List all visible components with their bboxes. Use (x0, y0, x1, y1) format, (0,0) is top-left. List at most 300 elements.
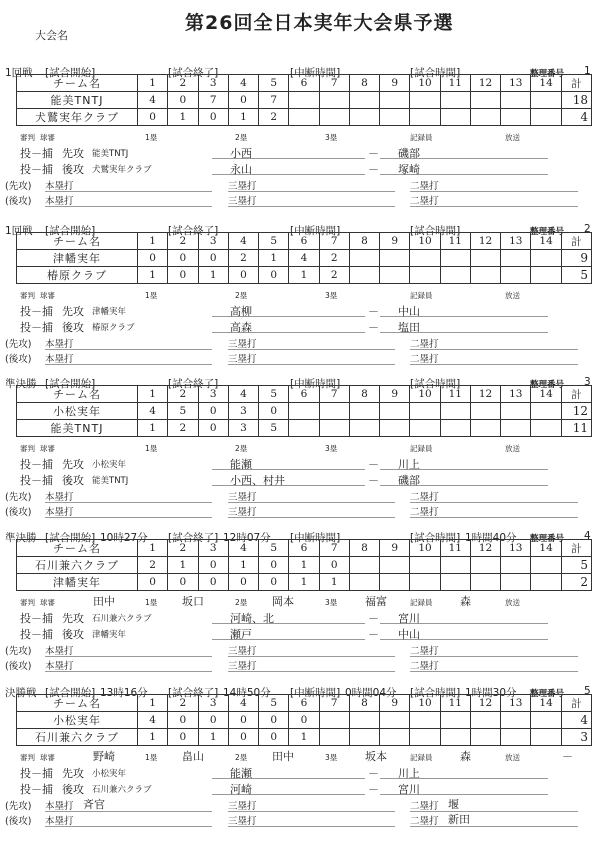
team-name-header: チーム名 (17, 386, 138, 403)
inning-header: 2 (168, 233, 198, 250)
second-umpire: 田中 (272, 750, 294, 763)
inning-score: 0 (198, 712, 228, 729)
dash: － (368, 783, 379, 796)
inning-header: 12 (470, 75, 500, 92)
inning-score: 2 (259, 109, 289, 126)
inning-score (470, 420, 500, 437)
inning-score (501, 250, 531, 267)
broadcast-label: 放送 (505, 291, 520, 300)
inning-score (531, 92, 561, 109)
end-label: [試合終了] (168, 687, 219, 699)
inning-header: 6 (289, 540, 319, 557)
pitcher-name: 能瀬 (212, 456, 365, 470)
battery-team: 能美TNTJ (92, 149, 129, 159)
game-section (0, 685, 600, 835)
inning-score: 4 (138, 92, 168, 109)
inning-header: 11 (440, 75, 470, 92)
umpire-label: 審判 (20, 598, 35, 607)
double-label: 二塁打 (410, 507, 439, 518)
inning-score: 1 (228, 557, 258, 574)
interrupt-label: [中断時間] (290, 532, 341, 544)
catcher-name: 磯部 (380, 472, 548, 486)
inning-header: 8 (349, 540, 379, 557)
total-score: 5 (561, 267, 591, 284)
catcher-name: 中山 (380, 303, 548, 317)
battery-label: 投－捕 (20, 474, 53, 487)
total-score: 3 (561, 729, 591, 746)
inning-header: 10 (410, 540, 440, 557)
plate-umpire: 田中 (93, 595, 115, 608)
inning-score: 0 (259, 557, 289, 574)
catcher-name: 塩田 (380, 319, 548, 333)
start-label: [試合開始] (45, 225, 96, 237)
inning-score: 0 (228, 712, 258, 729)
side-paren-label: (先攻) (5, 646, 32, 657)
team-row (17, 109, 592, 126)
inning-score: 1 (168, 109, 198, 126)
duration-label: [試合時間] (410, 532, 461, 544)
inning-score (380, 403, 410, 420)
home-run-label: 本塁打 (45, 339, 74, 350)
inning-score: 4 (138, 712, 168, 729)
inning-header: 11 (440, 386, 470, 403)
serial-label: 整理番号 (530, 227, 565, 237)
inning-score (470, 712, 500, 729)
total-header: 計 (561, 695, 591, 712)
inning-score (501, 92, 531, 109)
end-time: 12時07分 (223, 532, 271, 544)
inning-score (501, 420, 531, 437)
game-section (0, 530, 600, 680)
game-section (0, 376, 600, 526)
dash: － (368, 458, 379, 471)
inning-header: 1 (138, 233, 168, 250)
double-players: 新田 (448, 813, 470, 826)
team-row (17, 92, 592, 109)
inning-score (410, 712, 440, 729)
inning-score (501, 712, 531, 729)
inning-header: 12 (470, 540, 500, 557)
inning-score: 0 (168, 92, 198, 109)
inning-score (440, 403, 470, 420)
team-name: 能美TNTJ (17, 420, 138, 437)
battery-team: 石川兼六クラブ (92, 614, 152, 624)
inning-score (380, 420, 410, 437)
inning-score (531, 574, 561, 591)
inning-score: 5 (168, 403, 198, 420)
catcher-name: 塚崎 (380, 161, 548, 175)
team-row (17, 250, 592, 267)
inning-score (440, 574, 470, 591)
start-time: 13時16分 (100, 687, 148, 699)
inning-header: 13 (501, 386, 531, 403)
inning-header: 2 (168, 540, 198, 557)
inning-score: 3 (228, 403, 258, 420)
team-name: 犬鷲実年クラブ (17, 109, 138, 126)
team-row (17, 712, 592, 729)
duration-label: [試合時間] (410, 687, 461, 699)
third-label: 3塁 (325, 753, 338, 762)
inning-score: 2 (228, 250, 258, 267)
inning-score (440, 267, 470, 284)
score-table (16, 539, 592, 591)
inning-score: 1 (259, 250, 289, 267)
inning-score (349, 109, 379, 126)
dash: － (368, 305, 379, 318)
inning-score (501, 109, 531, 126)
inning-score (410, 267, 440, 284)
total-header: 計 (561, 75, 591, 92)
inning-score: 0 (138, 574, 168, 591)
double-players: 堰 (448, 798, 459, 811)
catcher-name: 宮川 (380, 781, 548, 795)
inning-score (410, 92, 440, 109)
inning-score: 4 (138, 403, 168, 420)
battery-label: 投－捕 (20, 163, 53, 176)
inning-score: 1 (228, 109, 258, 126)
first-label: 1塁 (145, 133, 158, 142)
inning-score (319, 403, 349, 420)
inning-header: 1 (138, 695, 168, 712)
triple-label: 三塁打 (228, 816, 257, 827)
inning-header: 7 (319, 75, 349, 92)
side-paren-label: (後攻) (5, 507, 32, 518)
recorder-label: 記録員 (410, 753, 433, 762)
inning-header: 3 (198, 75, 228, 92)
inning-header: 8 (349, 695, 379, 712)
inning-header: 6 (289, 695, 319, 712)
double-label: 二塁打 (410, 661, 439, 672)
inning-header: 13 (501, 540, 531, 557)
inning-header: 3 (198, 695, 228, 712)
team-name: 石川兼六クラブ (17, 729, 138, 746)
inning-score (319, 420, 349, 437)
inning-score (440, 109, 470, 126)
inning-score: 7 (198, 92, 228, 109)
battery-team: 石川兼六クラブ (92, 785, 152, 795)
inning-score: 4 (289, 250, 319, 267)
team-row (17, 420, 592, 437)
inning-score: 1 (168, 557, 198, 574)
inning-score (531, 729, 561, 746)
inning-header: 9 (380, 233, 410, 250)
inning-score (531, 712, 561, 729)
inning-score (380, 92, 410, 109)
inning-score: 0 (228, 267, 258, 284)
score-header-row (17, 233, 592, 250)
total-score: 12 (561, 403, 591, 420)
end-time: 14時50分 (223, 687, 271, 699)
serial-label: 整理番号 (530, 69, 565, 79)
team-row (17, 574, 592, 591)
inning-score (470, 109, 500, 126)
inning-score (501, 729, 531, 746)
inning-header: 10 (410, 386, 440, 403)
team-name-header: チーム名 (17, 540, 138, 557)
broadcast-name: － (562, 750, 573, 763)
inning-score: 0 (168, 267, 198, 284)
pitcher-name: 高柳 (212, 303, 365, 317)
triple-label: 三塁打 (228, 646, 257, 657)
inning-score (470, 92, 500, 109)
inning-score (349, 403, 379, 420)
inning-header: 1 (138, 386, 168, 403)
inning-header: 12 (470, 386, 500, 403)
battery-label: 投－捕 (20, 305, 53, 318)
inning-score: 0 (168, 250, 198, 267)
inning-score (380, 557, 410, 574)
side-label: 先攻 (62, 305, 84, 318)
recorder-name: 森 (460, 750, 471, 763)
catcher-name: 磯部 (380, 145, 548, 159)
inning-score: 0 (198, 557, 228, 574)
inning-score: 0 (259, 267, 289, 284)
inning-score: 0 (168, 729, 198, 746)
inning-score: 1 (138, 729, 168, 746)
triple-label: 三塁打 (228, 181, 257, 192)
double-label: 二塁打 (410, 492, 439, 503)
inning-score: 0 (168, 712, 198, 729)
inning-score: 0 (138, 250, 168, 267)
inning-header: 5 (259, 695, 289, 712)
total-score: 5 (561, 557, 591, 574)
inning-score (349, 729, 379, 746)
dash: － (368, 474, 379, 487)
interrupt-label: [中断時間] (290, 687, 341, 699)
inning-score (440, 250, 470, 267)
side-label: 後攻 (62, 474, 84, 487)
home-run-label: 本塁打 (45, 661, 74, 672)
inning-header: 6 (289, 233, 319, 250)
inning-score: 0 (259, 729, 289, 746)
double-label: 二塁打 (410, 196, 439, 207)
inning-header: 4 (228, 386, 258, 403)
score-header-row (17, 540, 592, 557)
third-umpire: 坂本 (365, 750, 387, 763)
inning-score: 1 (138, 267, 168, 284)
side-label: 後攻 (62, 321, 84, 334)
inning-header: 9 (380, 540, 410, 557)
inning-header: 4 (228, 75, 258, 92)
inning-score (349, 712, 379, 729)
duration-label: [試合時間] (410, 378, 461, 390)
inning-score: 0 (198, 574, 228, 591)
double-label: 二塁打 (410, 816, 439, 827)
inning-score (410, 403, 440, 420)
inning-header: 11 (440, 540, 470, 557)
inning-header: 11 (440, 695, 470, 712)
serial-number: 4 (584, 530, 591, 542)
side-paren-label: (先攻) (5, 801, 32, 812)
dash: － (368, 612, 379, 625)
inning-header: 9 (380, 386, 410, 403)
inning-header: 2 (168, 75, 198, 92)
third-label: 3塁 (325, 444, 338, 453)
broadcast-label: 放送 (505, 598, 520, 607)
interrupt-label: [中断時間] (290, 225, 341, 237)
third-label: 3塁 (325, 133, 338, 142)
dash: － (368, 767, 379, 780)
side-paren-label: (後攻) (5, 196, 32, 207)
inning-score (410, 420, 440, 437)
broadcast-label: 放送 (505, 133, 520, 142)
umpire-label: 審判 (20, 444, 35, 453)
team-name: 小松実年 (17, 403, 138, 420)
inning-header: 11 (440, 233, 470, 250)
round: 準決勝 (5, 532, 37, 544)
side-paren-label: (後攻) (5, 816, 32, 827)
triple-label: 三塁打 (228, 492, 257, 503)
dash: － (368, 321, 379, 334)
third-label: 3塁 (325, 291, 338, 300)
inning-score (440, 557, 470, 574)
inning-score (410, 729, 440, 746)
pitcher-name: 高森 (212, 319, 365, 333)
team-name: 椿原クラブ (17, 267, 138, 284)
inning-header: 12 (470, 695, 500, 712)
inning-score (470, 250, 500, 267)
battery-label: 投－捕 (20, 783, 53, 796)
triple-label: 三塁打 (228, 801, 257, 812)
home-run-label: 本塁打 (45, 196, 74, 207)
inning-header: 4 (228, 540, 258, 557)
side-label: 先攻 (62, 612, 84, 625)
inning-score (349, 557, 379, 574)
battery-label: 投－捕 (20, 321, 53, 334)
recorder-label: 記録員 (410, 291, 433, 300)
inning-score (440, 729, 470, 746)
game-section (0, 65, 600, 215)
interrupt-label: [中断時間] (290, 67, 341, 79)
second-label: 2塁 (235, 598, 248, 607)
total-header: 計 (561, 386, 591, 403)
end-label: [試合終了] (168, 532, 219, 544)
recorder-name: 森 (460, 595, 471, 608)
side-label: 後攻 (62, 783, 84, 796)
side-label: 先攻 (62, 458, 84, 471)
inning-header: 10 (410, 695, 440, 712)
third-umpire: 福富 (365, 595, 387, 608)
home-run-label: 本塁打 (45, 354, 74, 365)
inning-header: 14 (531, 695, 561, 712)
plate-label: 球審 (40, 133, 55, 142)
inning-score: 0 (138, 109, 168, 126)
inning-header: 3 (198, 386, 228, 403)
inning-score: 1 (289, 557, 319, 574)
umpire-label: 審判 (20, 133, 35, 142)
inning-score: 0 (198, 420, 228, 437)
total-header: 計 (561, 233, 591, 250)
home-run-label: 本塁打 (45, 816, 74, 827)
inning-header: 1 (138, 75, 168, 92)
inning-header: 9 (380, 695, 410, 712)
side-paren-label: (後攻) (5, 354, 32, 365)
inning-score (380, 109, 410, 126)
inning-score (531, 267, 561, 284)
inning-score (319, 729, 349, 746)
dash: － (368, 163, 379, 176)
inning-header: 8 (349, 386, 379, 403)
inning-score (410, 250, 440, 267)
inning-score (349, 574, 379, 591)
first-label: 1塁 (145, 291, 158, 300)
inning-score (289, 109, 319, 126)
inning-score: 2 (319, 250, 349, 267)
first-umpire: 畠山 (182, 750, 204, 763)
battery-team: 椿原クラブ (92, 323, 135, 333)
total-score: 4 (561, 712, 591, 729)
round: 準決勝 (5, 378, 37, 390)
inning-header: 7 (319, 233, 349, 250)
inning-header: 2 (168, 386, 198, 403)
interrupt-label: [中断時間] (290, 378, 341, 390)
pitcher-name: 能瀬 (212, 765, 365, 779)
page-title: 第26回全日本実年大会県予選 (185, 12, 454, 34)
inning-score: 0 (198, 109, 228, 126)
inning-header: 7 (319, 386, 349, 403)
inning-score (440, 92, 470, 109)
total-score: 9 (561, 250, 591, 267)
score-table (16, 385, 592, 437)
inning-score (319, 109, 349, 126)
inning-header: 13 (501, 233, 531, 250)
inning-score (289, 420, 319, 437)
inning-score (380, 267, 410, 284)
umpire-label: 審判 (20, 291, 35, 300)
double-label: 二塁打 (410, 801, 439, 812)
inning-score (380, 729, 410, 746)
first-label: 1塁 (145, 753, 158, 762)
team-name: 石川兼六クラブ (17, 557, 138, 574)
second-label: 2塁 (235, 753, 248, 762)
start-label: [試合開始] (45, 378, 96, 390)
inning-score: 0 (198, 403, 228, 420)
inning-score: 0 (198, 250, 228, 267)
team-name: 能美TNTJ (17, 92, 138, 109)
inning-score: 1 (198, 267, 228, 284)
team-name-header: チーム名 (17, 695, 138, 712)
inning-header: 5 (259, 386, 289, 403)
inning-score (440, 420, 470, 437)
score-header-row (17, 386, 592, 403)
inning-header: 12 (470, 233, 500, 250)
inning-score: 1 (319, 574, 349, 591)
inning-score: 0 (168, 574, 198, 591)
inning-score (501, 557, 531, 574)
inning-score (470, 557, 500, 574)
inning-score (289, 403, 319, 420)
end-label: [試合終了] (168, 67, 219, 79)
inning-score (410, 109, 440, 126)
inning-header: 2 (168, 695, 198, 712)
side-paren-label: (後攻) (5, 661, 32, 672)
inning-score (470, 574, 500, 591)
serial-number: 3 (584, 376, 591, 388)
duration-time: 1時間40分 (465, 532, 517, 544)
inning-header: 13 (501, 75, 531, 92)
team-name: 小松実年 (17, 712, 138, 729)
score-header-row (17, 695, 592, 712)
team-row (17, 557, 592, 574)
inning-score (380, 574, 410, 591)
inning-score (349, 250, 379, 267)
inning-score (319, 712, 349, 729)
double-label: 二塁打 (410, 181, 439, 192)
home-run-label: 本塁打 (45, 181, 74, 192)
side-label: 後攻 (62, 163, 84, 176)
pitcher-name: 河崎 (212, 781, 365, 795)
serial-number: 5 (584, 685, 591, 697)
